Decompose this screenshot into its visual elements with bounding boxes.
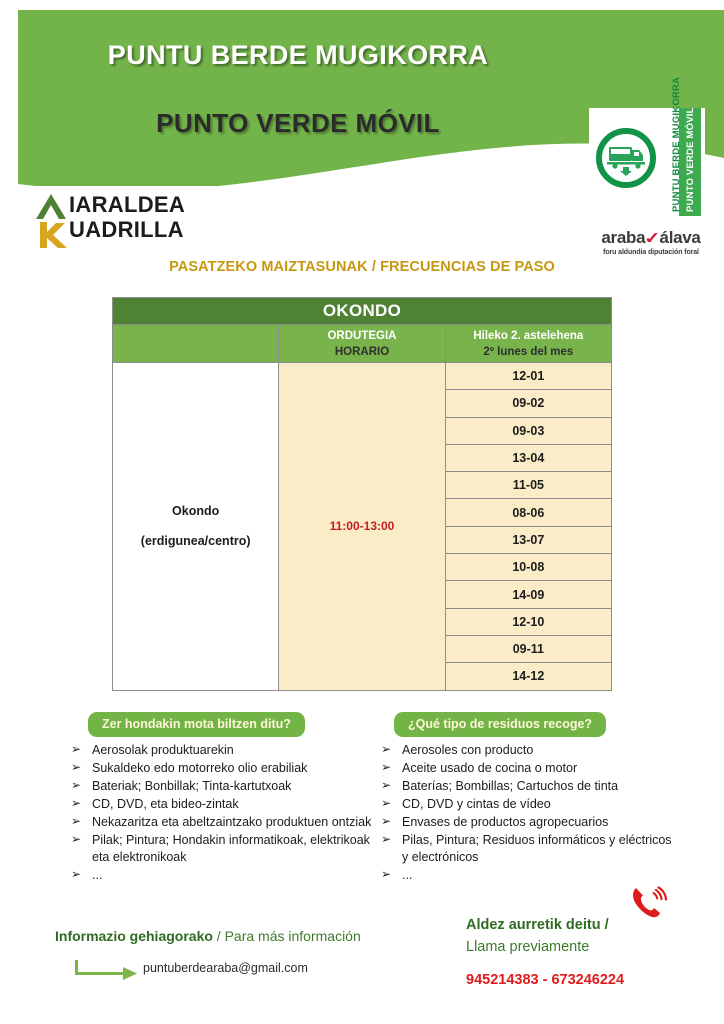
header-schedule-spanish: HORARIO (334, 345, 390, 358)
date-cell: 10-08 (445, 554, 611, 581)
list-item (66, 760, 376, 777)
town-name-cell: OKONDO (113, 298, 612, 325)
arrow-bullet-icon: ➢ (381, 832, 392, 847)
schedule-table (112, 297, 612, 691)
header-cell-schedule (279, 325, 445, 363)
arrow-bullet-icon: ➢ (71, 778, 82, 793)
list-item-label: Aerosoles con producto (402, 743, 534, 757)
list-item-label: Bateriak; Bonbillak; Tinta-kartutxoak (92, 779, 292, 794)
date-cell: 13-07 (445, 526, 611, 553)
place-detail: (erdigunea/centro) (140, 534, 251, 549)
list-item (66, 832, 376, 865)
arrow-bullet-icon: ➢ (381, 814, 392, 829)
arrow-bullet-icon: ➢ (381, 796, 392, 811)
list-item (376, 796, 676, 813)
waste-types-spanish-column (376, 712, 676, 885)
time-cell: 11:00-13:00 (279, 363, 445, 691)
table-row-town (113, 298, 612, 325)
punto-verde-movil-badge (589, 76, 705, 216)
call-ahead-basque: Aldez aurretik deitu / (466, 917, 609, 933)
arrow-bullet-icon: ➢ (71, 796, 82, 811)
list-item-label: Envases de productos agropecuarios (402, 815, 609, 830)
waste-list-basque (66, 742, 376, 884)
arrow-bullet-icon: ➢ (381, 867, 392, 882)
arrow-right-icon (75, 958, 141, 984)
list-item (66, 796, 376, 813)
arrow-bullet-icon: ➢ (71, 742, 82, 756)
email-row (75, 958, 405, 984)
date-cell: 12-10 (445, 608, 611, 635)
kuadrilla-line-2: UADRILLA (69, 217, 184, 242)
arrow-bullet-icon: ➢ (71, 760, 82, 775)
list-item (66, 742, 376, 759)
list-item (66, 778, 376, 795)
page-title-basque: PUNTU BERDE MUGIKORRA (107, 40, 489, 70)
list-item (376, 814, 676, 831)
header-cell-blank (113, 325, 279, 363)
arrow-bullet-icon: ➢ (381, 778, 392, 793)
place-name: Okondo (172, 504, 220, 519)
list-item-label: Aceite usado de cocina o motor (402, 761, 578, 776)
list-item-label: Pilak; Pintura; Hondakin informatikoak, elektrikoak eta elektronikoak (92, 833, 370, 865)
contact-phone-numbers[interactable]: 945214383 - 673246224 (466, 972, 625, 988)
date-cell: 14-09 (445, 581, 611, 608)
waste-list-spanish (376, 742, 676, 884)
date-cell: 11-05 (445, 472, 611, 499)
date-cell: 08-06 (445, 499, 611, 526)
frequencies-subtitle: PASATZEKO MAIZTASUNAK / FRECUENCIAS DE PASO (169, 259, 555, 275)
waste-heading-spanish: ¿Qué tipo de residuos recoge? (394, 712, 606, 737)
araba-alava-logo (590, 228, 712, 256)
list-item (376, 778, 676, 795)
header-frequency-basque: Hileko 2. astelehena (473, 329, 584, 342)
list-item-label: ... (402, 868, 413, 883)
check-tick-icon: ✓ (642, 229, 663, 248)
waste-heading-basque: Zer hondakin mota biltzen ditu? (88, 712, 305, 737)
call-ahead-spanish: Llama previamente (466, 939, 590, 955)
list-item-label: Nekazaritza eta abeltzaintzako produktuen ontziak (92, 815, 372, 830)
kuadrilla-wordmark (69, 192, 185, 242)
list-item (66, 814, 376, 831)
badge-vertical-text-basque: PUNTU BERDE MUGIKORRA (671, 76, 682, 212)
more-info-spanish: Para más información (224, 928, 361, 944)
list-item-label: Aerosolak produktuarekin (92, 743, 234, 757)
date-cell: 13-04 (445, 444, 611, 471)
more-info-basque: Informazio gehiagorako (55, 928, 213, 944)
green-point-truck-icon (594, 126, 658, 190)
list-item (376, 760, 676, 777)
contact-email[interactable]: puntuberdearaba@gmail.com (143, 961, 308, 975)
page-title-spanish: PUNTO VERDE MÓVIL (156, 108, 440, 138)
arrow-bullet-icon: ➢ (381, 742, 392, 756)
list-item (66, 867, 376, 884)
list-item-label: Baterías; Bombillas; Cartuchos de tinta (402, 779, 619, 794)
badge-vertical-text-spanish: PUNTO VERDE MÓVIL (685, 107, 696, 212)
list-item-label: CD, DVD, eta bideo-zintak (92, 797, 239, 812)
place-cell (113, 363, 279, 691)
list-item-label: Pilas, Pintura; Residuos informáticos y eléctricos y electrónicos (402, 833, 672, 865)
list-item-label: CD, DVD y cintas de vídeo (402, 797, 551, 812)
call-ahead-block (466, 914, 706, 988)
table-row-headers (113, 325, 612, 363)
arrow-bullet-icon: ➢ (71, 832, 82, 847)
araba-alava-wordmark (590, 228, 712, 248)
list-item (376, 832, 676, 865)
araba-word: araba (601, 228, 646, 247)
list-item-label: Sukaldeko edo motorreko olio erabiliak (92, 761, 308, 776)
more-info-label (55, 928, 361, 944)
date-cell: 12-01 (445, 363, 611, 390)
table-row (113, 363, 612, 390)
arrow-bullet-icon: ➢ (381, 760, 392, 775)
header-schedule-basque: ORDUTEGIA (327, 329, 397, 342)
waste-types-basque-column (66, 712, 376, 885)
date-cell: 09-03 (445, 417, 611, 444)
arrow-bullet-icon: ➢ (71, 867, 82, 882)
kuadrilla-line-1: IARALDEA (69, 192, 186, 217)
date-cell: 14-12 (445, 663, 611, 690)
badge-vertical-text-strip (661, 76, 701, 216)
arrow-bullet-icon: ➢ (71, 814, 82, 829)
more-info-separator: / (212, 928, 225, 944)
date-cell: 09-02 (445, 390, 611, 417)
date-cell: 09-11 (445, 635, 611, 662)
header-cell-frequency (445, 325, 611, 363)
list-item-label: ... (92, 868, 103, 883)
aiaraldea-kuadrilla-logo (34, 192, 224, 250)
alava-word: álava (659, 228, 701, 247)
header-frequency-spanish: 2º lunes del mes (483, 345, 574, 358)
list-item (376, 742, 676, 759)
araba-alava-subtitle: foru aldundia diputación foral (603, 249, 699, 256)
